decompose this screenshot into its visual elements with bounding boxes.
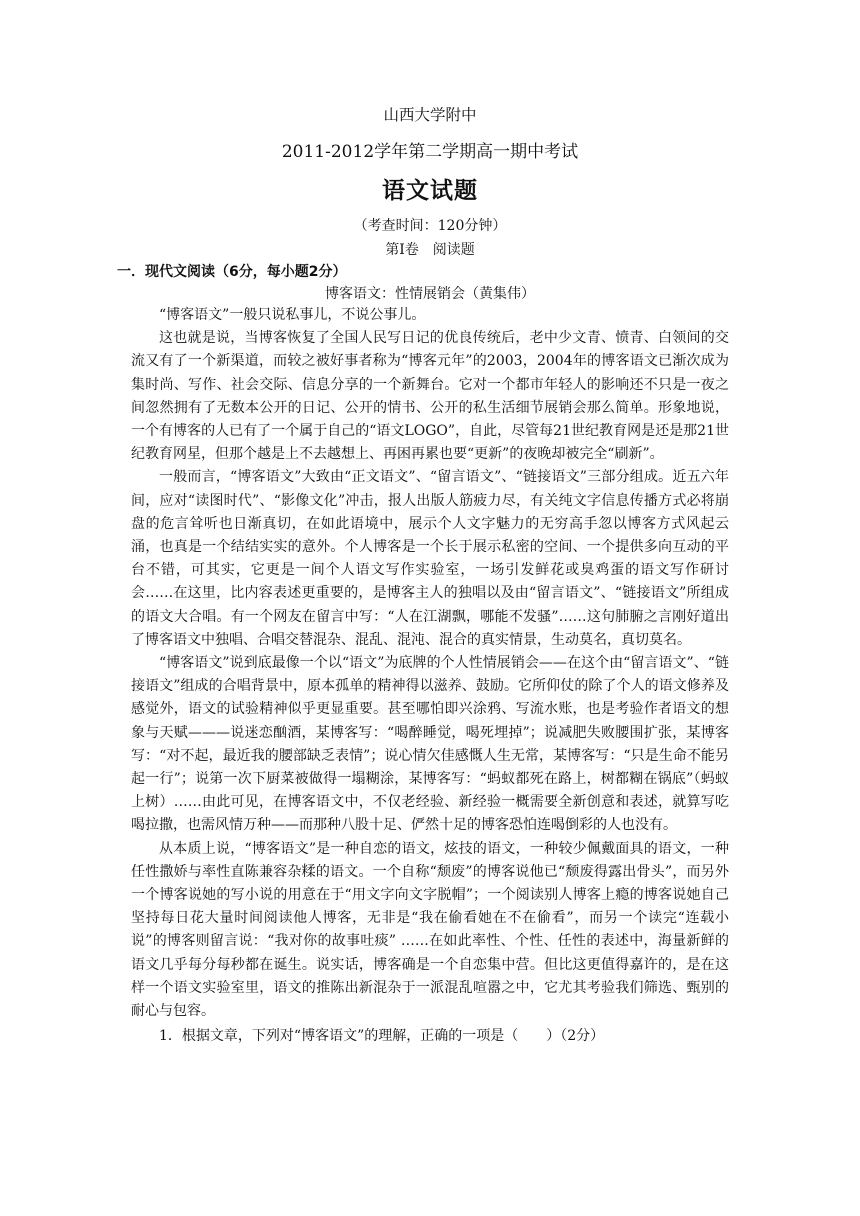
article-body [131, 304, 729, 1023]
volume-heading: 第Ⅰ卷 阅读题 [385, 242, 475, 258]
school-name: 山西大学附中 [383, 106, 477, 124]
article-paragraph: 从本质上说，“博客语文”是一种自恋的语文，炫技的语文，一种较少佩戴面具的语文，一种任性撒娇与率性直陈兼容杂糅的语文。一个自称“颓废”的博客说他已“颓废得露出骨头”，而另外一个博客说她的写小说的用意在于“用文字向文字脱帽”；一个阅读别人博客上瘾的博客说她自己坚持每日花大量时间阅读他人博客，无非是“我在偷看她在不在偷看”，而另一个读完“连载小说”的博客则留言说：“我对你的故事吐痰” ……在如此率性、个性、任性的表述中，海量新鲜的语文几乎每分每秒都在诞生。说实话，博客确是一个自恋集中营。但比这更值得嘉许的，是在这样一个语文实验室里，语文的推陈出新混杂于一派混乱喧嚣之中，它尤其考验我们筛选、甄别的耐心与包容。 [131, 840, 729, 1020]
article-paragraph: “博客语文”说到底最像一个以“语文”为底牌的个人性情展销会——在这个由“留言语文”、“链接语文”组成的合唱背景中，原本孤单的精神得以滋养、鼓励。它所仰仗的除了个人的语文修养及感觉外，语文的试验精神似乎更显重要。甚至哪怕即兴涂鸦、写流水账，也是考验作者语文的想象与天赋———说迷恋酗酒，某博客写：“喝醉睡觉，喝死埋掉”；说减肥失败腰围扩张，某博客写：“对不起，最近我的腰部缺乏表情”；说心情欠佳感慨人生无常，某博客写：“只是生命不能另起一行”；说第一次下厨菜被做得一塌糊涂，某博客写：“蚂蚁都死在路上，树都糊在锅底”（蚂蚁上树）……由此可见，在博客语文中，不仅老经验、新经验一概需要全新创意和表述，就算写吃喝拉撒，也需风情万种——而那种八股十足、俨然十足的博客恐怕连喝倒彩的人也没有。 [131, 655, 729, 834]
article-paragraph: 这也就是说，当博客恢复了全国人民写日记的优良传统后，老中少文青、愤青、白领间的交流又有了一个新渠道，而较之被好事者称为“博客元年”的2003，2004年的博客语文已渐次成为集时尚、写作、社会交际、信息分享的一个新舞台。它对一个都市年轻人的影响还不只是一夜之间忽然拥有了无数本公开的日记、公开的情书、公开的私生活细节展销会那么简单。形象地说，一个有博客的人已有了一个属于自己的“语文LOGO”，自此，尽管每21世纪教育网是还是那21世纪教育网星，但那个越是上不去越想上、再困再累也要“更新”的夜晚却被完全“刷新”。 [131, 330, 729, 463]
question-1: 1．根据文章，下列对“博客语文”的理解，正确的一项是（ ）（2分） [159, 1028, 605, 1045]
exam-title: 2011-2012学年第二学期高一期中考试 [281, 142, 579, 162]
section-heading: 一．现代文阅读（6分，每小题2分） [117, 264, 347, 280]
exam-page [117, 100, 729, 1049]
exam-time: （考查时间：120分钟） [353, 218, 507, 234]
article-title: 博客语文：性情展销会（黄集伟） [325, 286, 535, 302]
article-paragraph: 一般而言，“博客语文”大致由“正文语文”、“留言语文”、“链接语文”三部分组成。近五六年间，应对“读图时代”、“影像文化”冲击，报人出版人筋疲力尽，有关纯文字信息传播方式必将崩盘的危言耸听也日渐真切，在如此语境中，展示个人文字魅力的无穷高手忽以博客方式风起云涌，也真是一个结结实实的意外。个人博客是一个长于展示私密的空间、一个提供多向互动的平台不错，可其实，它更是一间个人语文写作实验室，一场引发鲜花或臭鸡蛋的语文写作研讨会……在这里，比内容表述更重要的，是博客主人的独唱以及由“留言语文”、“链接语文”所组成的语文大合唱。有一个网友在留言中写：“人在江湖飘，哪能不发骚”……这句肺腑之言刚好道出了博客语文中独唱、合唱交替混杂、混乱、混沌、混合的真实情景，生动莫名，真切莫名。 [131, 469, 729, 648]
article-paragraph: “博客语文”一般只说私事儿，不说公事儿。 [159, 307, 426, 323]
subject-title: 语文试题 [382, 177, 478, 204]
